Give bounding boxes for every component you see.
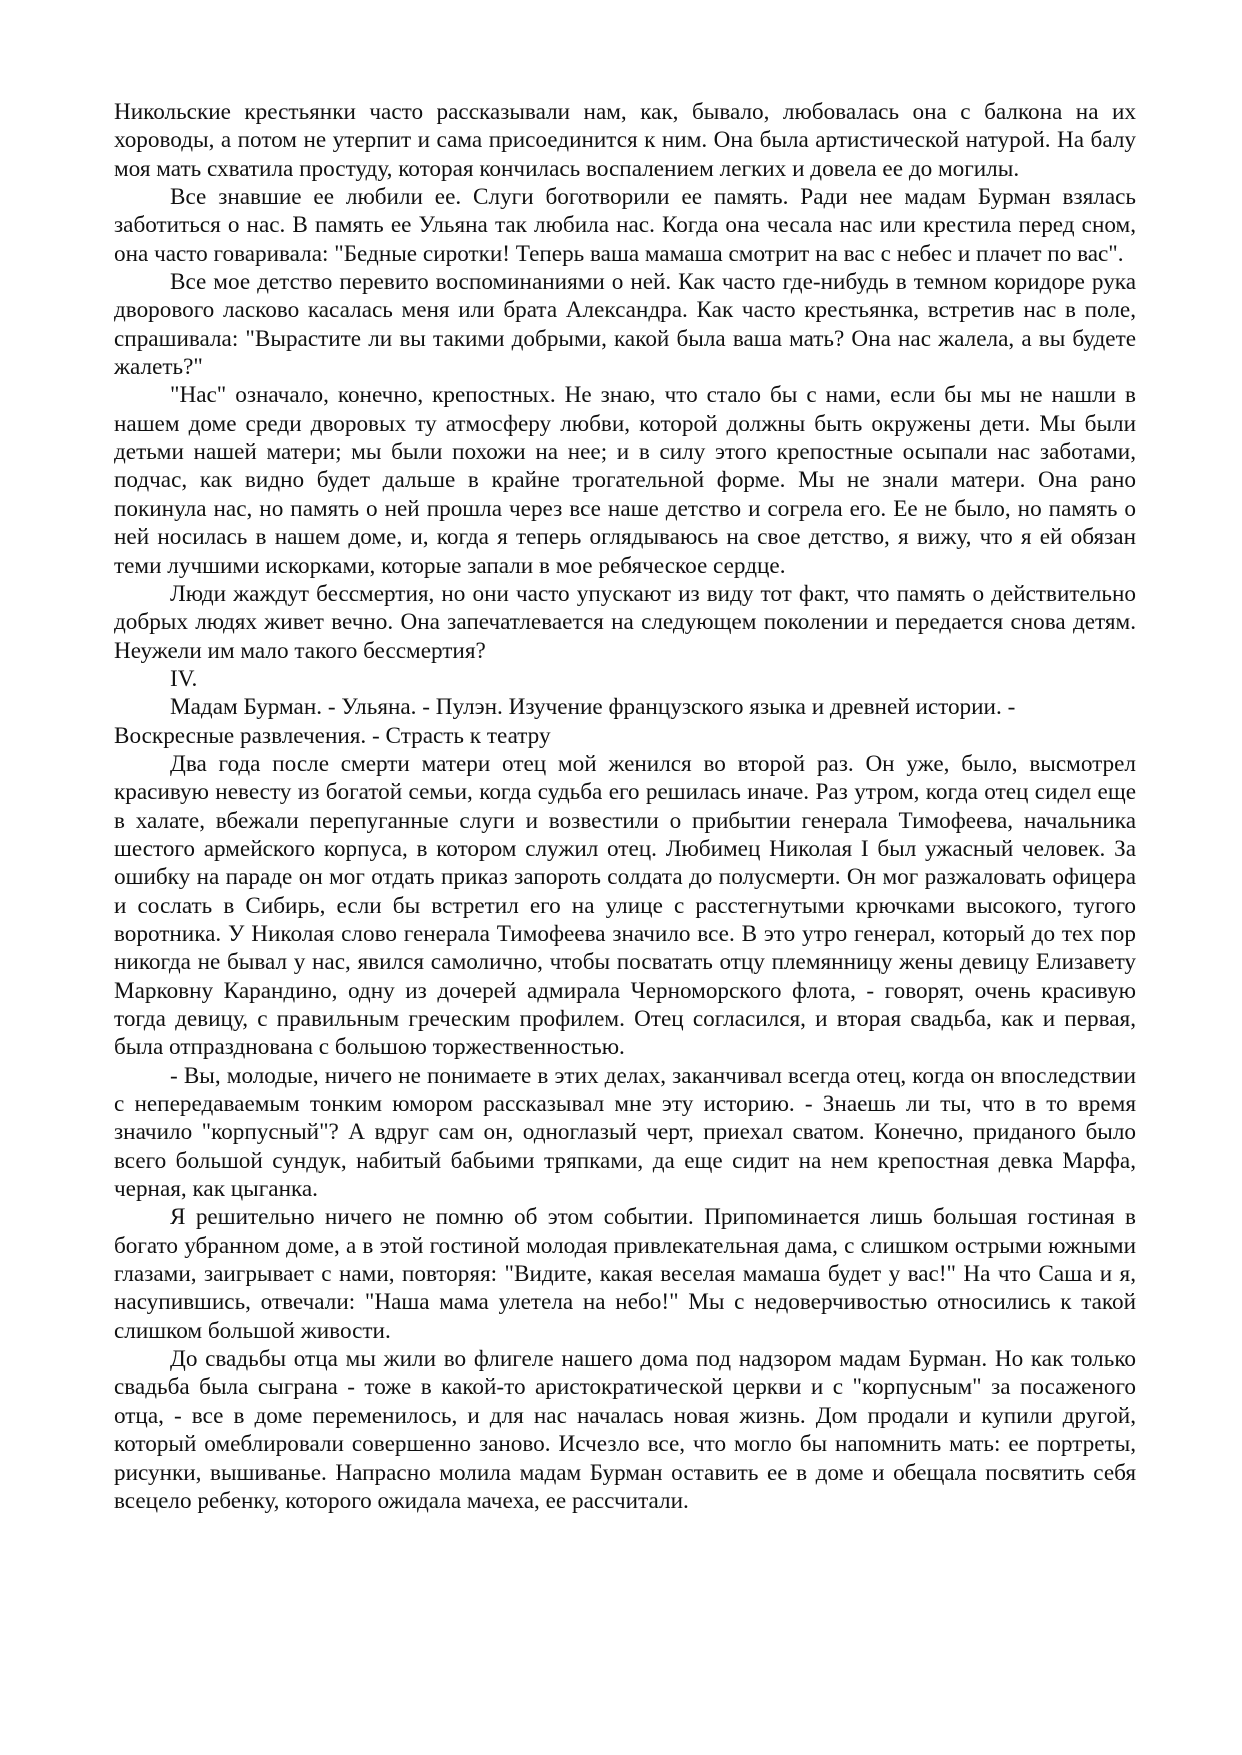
- paragraph-9: До свадьбы отца мы жили во флигеле нашего дома под надзором мадам Бурман. Но как только свадьба была сыграна - тоже в какой-то аристократической церкви и с "корпусным" за посаженого отца, - все в доме переменилось, и для нас началась новая жизнь. Дом продали и купили другой, который омеблировали совершенно заново. Исчезло все, что могло бы напомнить мать: ее портреты, рисунки, вышиванье. Напрасно молила мадам Бурман оставить ее в доме и обещала посвятить себя всецело ребенку, которого ожидала мачеха, ее рассчитали.: [114, 1346, 1136, 1514]
- paragraph-1: Никольские крестьянки часто рассказывали нам, как, бывало, любовалась она с балкона на их хороводы, а потом не утерпит и сама присоединится к ним. Она была артистической натурой. На балу моя мать схватила простуду, которая кончилась воспалением легких и довела ее до могилы.: [114, 99, 1136, 182]
- chapter-summary: Мадам Бурман. - Ульяна. - Пулэн. Изучение французского языка и древней истории. - Воскресные развлечения. - Страсть к театру: [114, 694, 1016, 749]
- paragraph-4: "Нас" означало, конечно, крепостных. Не знаю, что стало бы с нами, если бы мы не нашли в нашем доме среди дворовых ту атмосферу любви, которой должны быть окружены дети. Мы были детьми нашей матери; мы были похожи на нее; и в силу этого крепостные осыпали нас заботами, подчас, как видно будет дальше в крайне трогательной форме. Мы не знали матери. Она рано покинула нас, но память о ней прошла через все наше детство и согрела его. Ее не было, но память о ней носилась в нашем доме, и, когда я теперь оглядываюсь на свое детство, я вижу, что я ей обязан теми лучшими искорками, которые запали в мое ребяческое сердце.: [114, 382, 1136, 579]
- chapter-number: IV.: [170, 665, 198, 692]
- paragraph-6: Два года после смерти матери отец мой женился во второй раз. Он уже, было, высмотрел красивую невесту из богатой семьи, когда судьба его решилась иначе. Раз утром, когда отец сидел еще в халате, вбежали перепуганные слуги и возвестили о прибытии генерала Тимофеева, начальника шестого армейского корпуса, в котором служил отец. Любимец Николая I был ужасный человек. За ошибку на параде он мог отдать приказ запороть солдата до полусмерти. Он мог разжаловать офицера и сослать в Сибирь, если бы встретил его на улице с расстегнутыми крючками высокого, тугого воротника. У Николая слово генерала Тимофеева значило все. В это утро генерал, который до тех пор никогда не бывал у нас, явился самолично, чтобы посватать отцу племянницу жены девицу Елизавету Марковну Карандино, одну из дочерей адмирала Черноморского флота, - говорят, очень красивую тогда девицу, с правильным греческим профилем. Отец согласился, и вторая свадьба, как и первая, была отпразднована с большою торжественностью.: [114, 750, 1136, 1061]
- document-page: [114, 98, 1136, 1515]
- paragraph-3: Все мое детство перевито воспоминаниями о ней. Как часто где-нибудь в темном коридоре рука дворового ласково касалась меня или брата Александра. Как часто крестьянка, встретив нас в поле, спрашивала: "Вырастите ли вы такими добрыми, какой была ваша мать? Она нас жалела, а вы будете жалеть?": [114, 269, 1136, 381]
- paragraph-5: Люди жаждут бессмертия, но они часто упускают из виду тот факт, что память о действительно добрых людях живет вечно. Она запечатлевается на следующем поколении и передается снова детям. Неужели им мало такого бессмертия?: [114, 580, 1136, 664]
- paragraph-8: Я решительно ничего не помню об этом событии. Припоминается лишь большая гостиная в богато убранном доме, а в этой гостиной молодая привлекательная дама, с слишком острыми южными глазами, заигрывает с нами, повторяя: "Видите, какая веселая мамаша будет у вас!" На что Саша и я, насупившись, отвечали: "Наша мама улетела на небо!" Мы с недоверчивостью относились к такой слишком большой живости.: [114, 1204, 1136, 1344]
- paragraph-2: Все знавшие ее любили ее. Слуги боготворили ее память. Ради нее мадам Бурман взялась заботиться о нас. В память ее Ульяна так любила нас. Когда она чесала нас или крестила перед сном, она часто говаривала: "Бедные сиротки! Теперь ваша мамаша смотрит на вас с небес и плачет по вас".: [114, 184, 1136, 267]
- paragraph-7: - Вы, молодые, ничего не понимаете в этих делах, заканчивал всегда отец, когда он впоследствии с непередаваемым тонким юмором рассказывал мне эту историю. - Знаешь ли ты, что в то время значило "корпусный"? А вдруг сам он, одноглазый черт, приехал сватом. Конечно, приданого было всего большой сундук, набитый бабьими тряпками, да еще сидит на нем крепостная девка Марфа, черная, как цыганка.: [114, 1062, 1136, 1203]
